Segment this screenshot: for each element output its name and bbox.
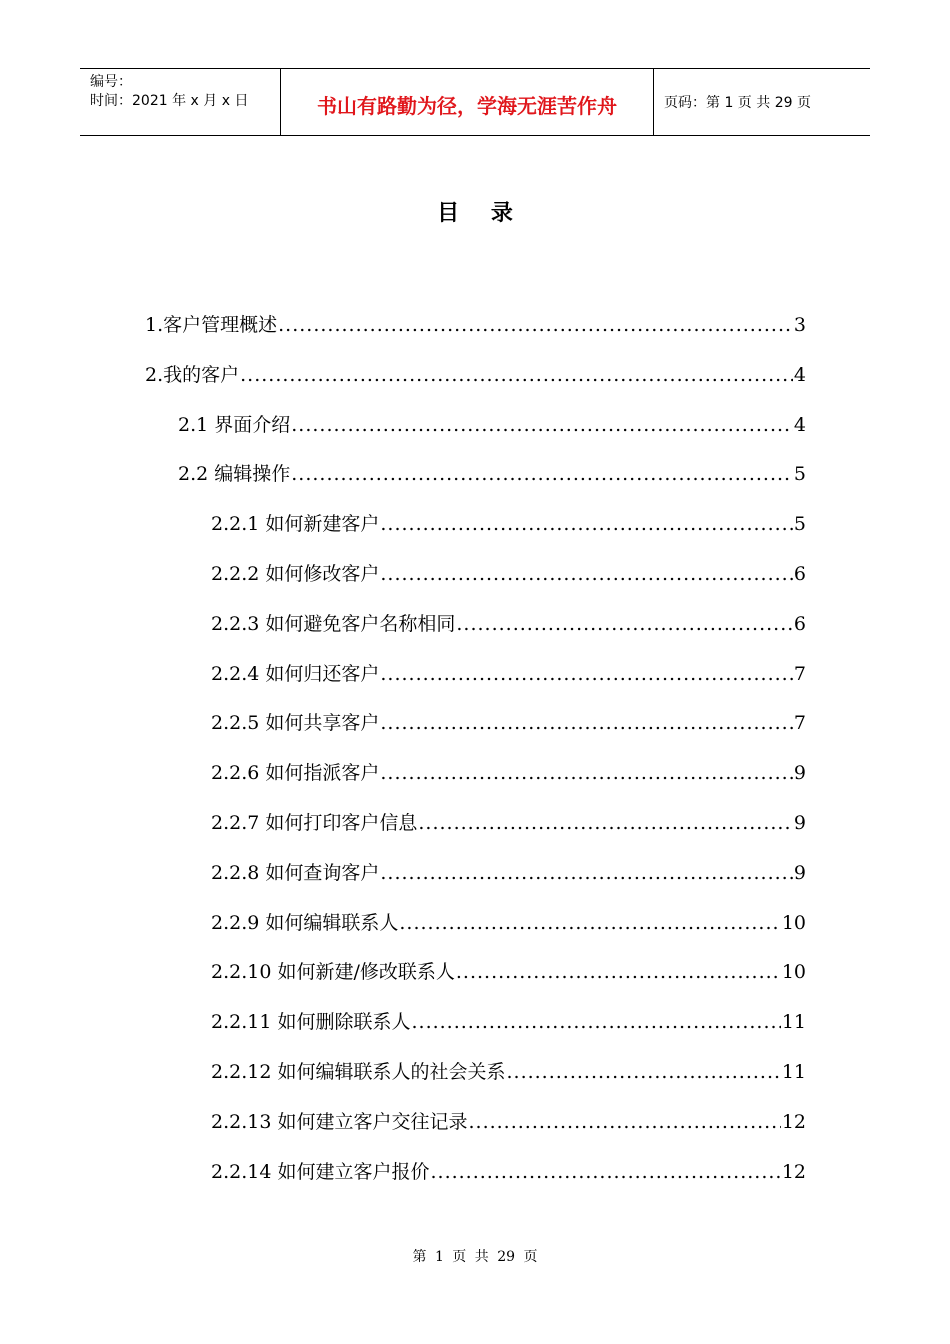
toc-entry[interactable] xyxy=(0,559,806,609)
toc-title: 目 录 xyxy=(437,201,525,226)
toc-entry-page: 3 xyxy=(793,314,806,336)
toc-entry-page: 11 xyxy=(781,1011,806,1034)
table-of-contents xyxy=(0,310,950,1206)
toc-leader-dots xyxy=(411,1011,780,1033)
toc-leader-dots xyxy=(506,1061,780,1083)
page-header xyxy=(80,68,870,136)
toc-entry-label: 2.1 界面介绍 xyxy=(178,413,291,436)
toc-leader-dots xyxy=(456,961,781,983)
toc-entry-page: 9 xyxy=(793,811,806,834)
header-meta xyxy=(80,69,281,135)
toc-leader-dots xyxy=(278,314,793,336)
toc-entry[interactable] xyxy=(0,858,806,908)
toc-entry-page: 10 xyxy=(781,961,806,984)
toc-entry-page: 6 xyxy=(793,612,806,635)
toc-entry-label: 2.2.7 如何打印客户信息 xyxy=(211,811,418,834)
page-footer: 第 1 页 共 29 页 xyxy=(412,1249,538,1265)
toc-entry-label: 2.2.10 如何新建/修改联系人 xyxy=(211,961,455,984)
toc-entry[interactable] xyxy=(0,1057,806,1107)
toc-entry-page: 7 xyxy=(793,662,806,685)
toc-entry-page: 4 xyxy=(793,413,806,436)
toc-entry-page: 5 xyxy=(793,513,806,536)
toc-entry-label: 1.客户管理概述 xyxy=(145,314,278,336)
document-date: 时间：2021 年 x 月 x 日 xyxy=(90,93,249,109)
toc-entry[interactable] xyxy=(0,360,806,410)
toc-entry[interactable] xyxy=(0,609,806,659)
toc-entry-label: 2.2.12 如何编辑联系人的社会关系 xyxy=(211,1060,506,1083)
toc-leader-dots xyxy=(291,414,793,436)
toc-entry-label: 2.2.4 如何归还客户 xyxy=(211,662,380,685)
toc-leader-dots xyxy=(380,862,793,884)
toc-entry-label: 2.2 编辑操作 xyxy=(178,463,291,486)
toc-leader-dots xyxy=(291,463,793,485)
toc-leader-dots xyxy=(380,762,793,784)
toc-leader-dots xyxy=(380,712,793,734)
toc-entry-label: 2.2.6 如何指派客户 xyxy=(211,762,380,785)
toc-entry-label: 2.2.5 如何共享客户 xyxy=(211,712,380,735)
document-number-label: 编号： xyxy=(90,74,132,90)
toc-entry[interactable] xyxy=(0,1107,806,1157)
toc-entry-page: 9 xyxy=(793,762,806,785)
toc-entry-page: 10 xyxy=(781,911,806,934)
toc-entry[interactable] xyxy=(0,1007,806,1057)
toc-leader-dots xyxy=(430,1161,780,1183)
toc-entry-page: 12 xyxy=(781,1110,806,1133)
toc-leader-dots xyxy=(418,812,793,834)
toc-leader-dots xyxy=(399,912,780,934)
toc-entry[interactable] xyxy=(0,310,806,360)
toc-leader-dots xyxy=(240,364,793,386)
header-slogan: 书山有路勤为径，学海无涯苦作舟 xyxy=(281,69,654,135)
toc-entry-page: 12 xyxy=(781,1160,806,1183)
toc-entry-page: 4 xyxy=(793,363,806,386)
toc-entry[interactable] xyxy=(0,708,806,758)
toc-entry-page: 7 xyxy=(793,712,806,735)
toc-entry-page: 11 xyxy=(781,1060,806,1083)
toc-entry-label: 2.2.2 如何修改客户 xyxy=(211,562,380,585)
toc-entry-label: 2.2.13 如何建立客户交往记录 xyxy=(211,1110,468,1133)
toc-entry-page: 6 xyxy=(793,562,806,585)
toc-entry-label: 2.2.1 如何新建客户 xyxy=(211,513,380,536)
toc-entry-label: 2.我的客户 xyxy=(145,363,240,386)
toc-entry-label: 2.2.11 如何删除联系人 xyxy=(211,1011,411,1034)
toc-entry[interactable] xyxy=(0,459,806,509)
toc-entry[interactable] xyxy=(0,410,806,460)
toc-entry-label: 2.2.3 如何避免客户名称相同 xyxy=(211,612,456,635)
toc-leader-dots xyxy=(456,613,793,635)
toc-entry[interactable] xyxy=(0,908,806,958)
toc-entry[interactable] xyxy=(0,808,806,858)
toc-entry-label: 2.2.8 如何查询客户 xyxy=(211,861,380,884)
toc-leader-dots xyxy=(468,1111,780,1133)
toc-entry[interactable] xyxy=(0,1157,806,1207)
toc-leader-dots xyxy=(380,563,793,585)
toc-entry-page: 9 xyxy=(793,861,806,884)
toc-entry[interactable] xyxy=(0,758,806,808)
toc-entry[interactable] xyxy=(0,957,806,1007)
toc-entry-label: 2.2.9 如何编辑联系人 xyxy=(211,911,399,934)
toc-entry[interactable] xyxy=(0,509,806,559)
toc-entry[interactable] xyxy=(0,659,806,709)
toc-entry-page: 5 xyxy=(793,463,806,486)
toc-leader-dots xyxy=(380,513,793,535)
toc-entry-label: 2.2.14 如何建立客户报价 xyxy=(211,1160,430,1183)
header-page-info: 页码：第 1 页 共 29 页 xyxy=(664,95,811,111)
toc-leader-dots xyxy=(380,663,793,685)
